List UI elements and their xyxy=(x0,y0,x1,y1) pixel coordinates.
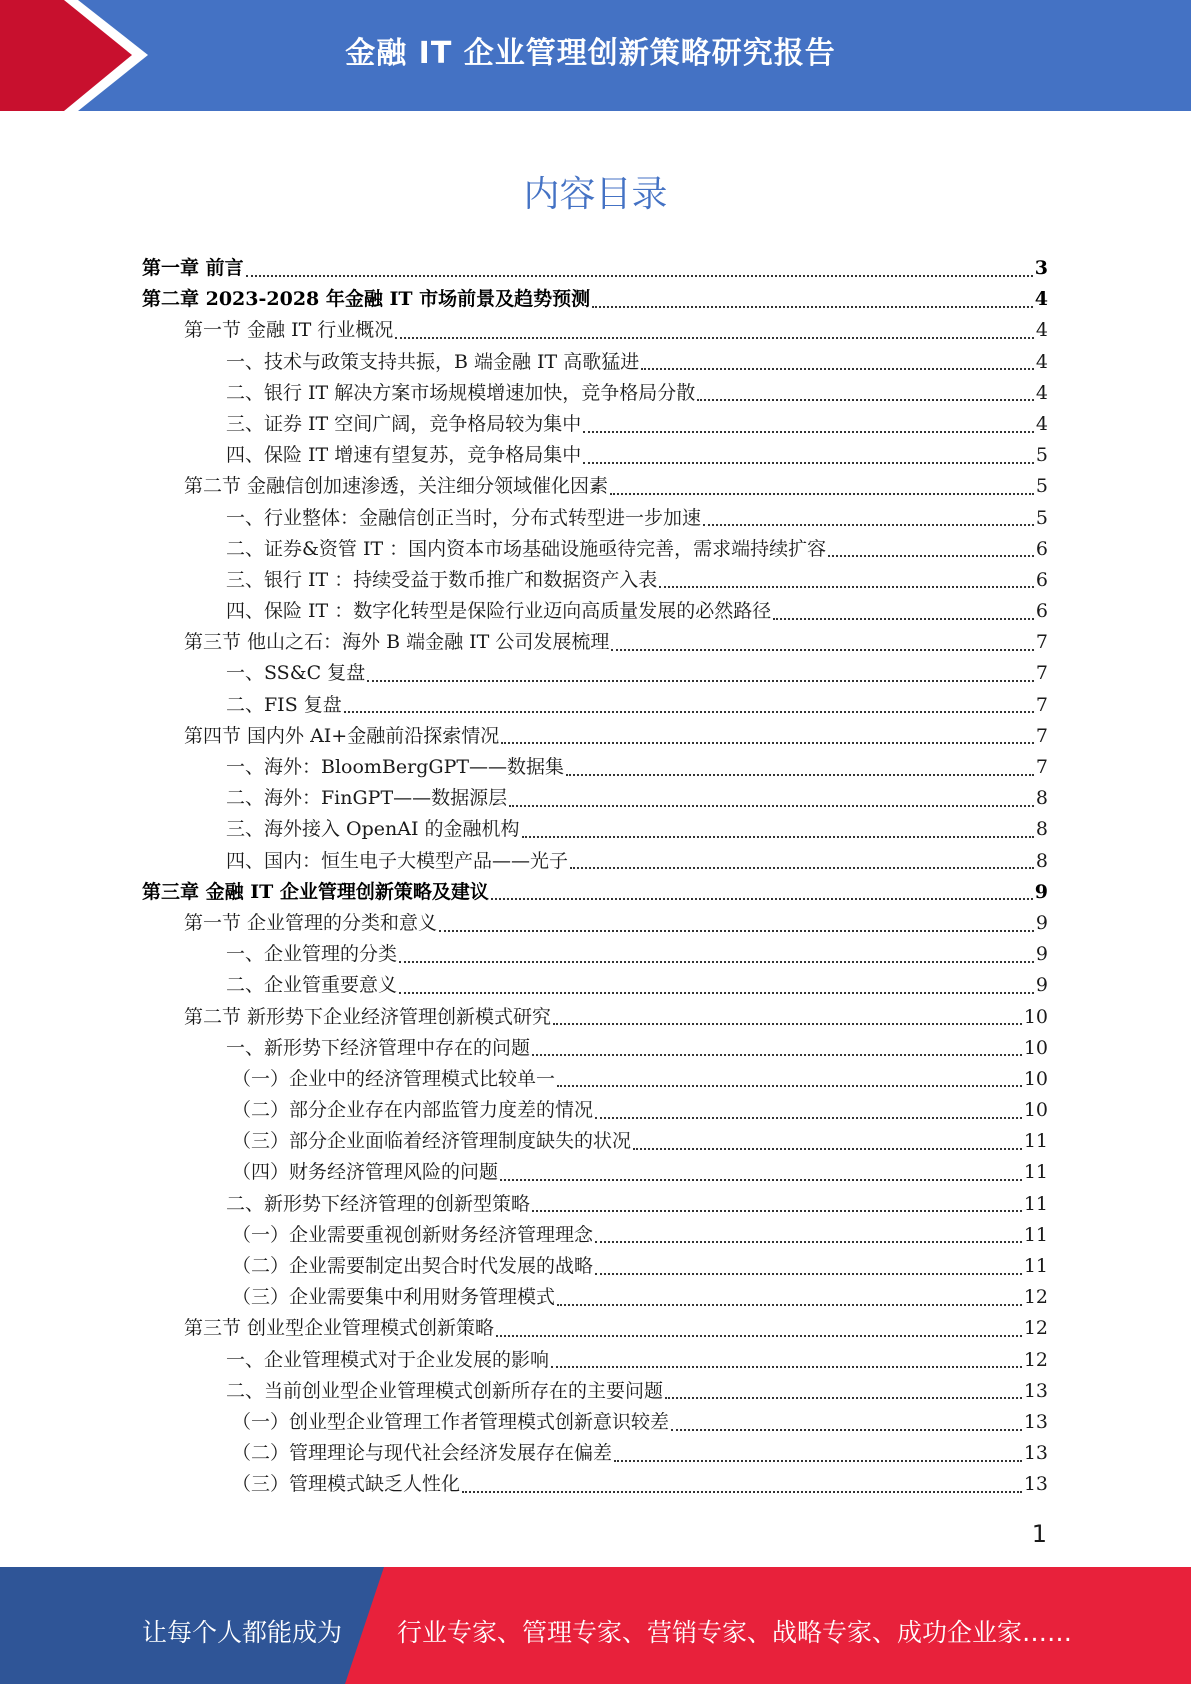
toc-dot-leader xyxy=(509,805,1034,807)
toc-entry-page: 11 xyxy=(1023,1161,1048,1184)
toc-entry[interactable] xyxy=(142,908,1048,939)
footer-slogan-right: 行业专家、管理专家、营销专家、战略专家、成功企业家…… xyxy=(397,1618,1073,1647)
toc-entry-page: 6 xyxy=(1035,568,1048,591)
toc-entry-page: 10 xyxy=(1023,1099,1048,1122)
toc-entry[interactable] xyxy=(142,939,1048,970)
toc-entry[interactable] xyxy=(142,253,1048,284)
toc-entry[interactable] xyxy=(142,503,1048,534)
table-of-contents xyxy=(142,253,1048,1501)
toc-entry-title: （二）企业需要制定出契合时代发展的战略 xyxy=(232,1255,594,1277)
toc-entry-page: 9 xyxy=(1034,880,1048,903)
toc-entry[interactable] xyxy=(142,440,1048,471)
toc-entry-title: 二、海外：FinGPT——数据源层 xyxy=(226,787,508,810)
toc-entry[interactable] xyxy=(142,783,1048,814)
toc-entry-page: 13 xyxy=(1023,1379,1048,1402)
toc-dot-leader xyxy=(610,493,1034,495)
toc-entry-title: 一、企业管理模式对于企业发展的影响 xyxy=(226,1348,550,1371)
toc-entry-title: 第一节 企业管理的分类和意义 xyxy=(184,911,438,934)
toc-dot-leader xyxy=(496,1335,1022,1337)
toc-entry-title: 二、新形势下经济管理的创新型策略 xyxy=(226,1192,531,1215)
footer-banner xyxy=(0,1567,1191,1684)
toc-entry-title: 三、证券 IT 空间广阔，竞争格局较为集中 xyxy=(226,412,582,435)
toc-entry-page: 10 xyxy=(1023,1036,1048,1059)
toc-entry-title: 二、FIS 复盘 xyxy=(226,693,342,716)
toc-entry-title: （三）部分企业面临着经济管理制度缺失的状况 xyxy=(232,1130,632,1153)
toc-entry-title: 四、保险 IT 增速有望复苏，竞争格局集中 xyxy=(226,444,582,467)
toc-entry-title: 四、国内：恒生电子大模型产品——光子 xyxy=(226,849,569,872)
header-bar xyxy=(0,0,1191,111)
toc-entry-page: 8 xyxy=(1035,849,1048,872)
toc-dot-leader xyxy=(665,1397,1022,1399)
toc-dot-leader xyxy=(671,1429,1022,1431)
toc-entry-page: 9 xyxy=(1035,911,1048,934)
toc-entry[interactable] xyxy=(142,1033,1048,1064)
toc-dot-leader xyxy=(399,961,1034,963)
toc-entry-title: 二、当前创业型企业管理模式创新所存在的主要问题 xyxy=(226,1379,664,1402)
toc-entry-title: （三）管理模式缺乏人性化 xyxy=(232,1473,461,1496)
toc-entry[interactable] xyxy=(142,814,1048,845)
toc-entry-page: 10 xyxy=(1023,1005,1048,1028)
toc-entry[interactable] xyxy=(142,1064,1048,1095)
toc-entry-page: 7 xyxy=(1035,662,1048,685)
toc-heading: 内容目录 xyxy=(523,174,668,215)
toc-dot-leader xyxy=(522,836,1034,838)
toc-entry[interactable] xyxy=(142,658,1048,689)
toc-entry-title: 第三节 创业型企业管理模式创新策略 xyxy=(184,1317,495,1340)
toc-entry-page: 11 xyxy=(1023,1255,1048,1277)
toc-dot-leader xyxy=(659,586,1034,588)
toc-dot-leader xyxy=(614,1460,1022,1462)
toc-entry[interactable] xyxy=(142,1469,1048,1500)
toc-entry[interactable] xyxy=(142,1282,1048,1313)
toc-entry-page: 3 xyxy=(1034,257,1048,279)
toc-entry-page: 7 xyxy=(1035,724,1048,747)
toc-entry-page: 12 xyxy=(1023,1286,1048,1309)
toc-entry-title: 第二节 金融信创加速渗透，关注细分领域催化因素 xyxy=(184,475,609,498)
toc-entry[interactable] xyxy=(142,1157,1048,1188)
toc-entry[interactable] xyxy=(142,627,1048,658)
toc-dot-leader xyxy=(570,867,1034,869)
toc-entry[interactable] xyxy=(142,877,1048,908)
toc-entry-title: 第三章 金融 IT 企业管理创新策略及建议 xyxy=(142,880,489,903)
page-number: 1 xyxy=(1031,1520,1047,1548)
toc-entry-title: （二）管理理论与现代社会经济发展存在偏差 xyxy=(232,1442,613,1465)
toc-entry-title: （一）企业需要重视创新财务经济管理理念 xyxy=(232,1223,594,1246)
toc-entry[interactable] xyxy=(142,378,1048,409)
toc-entry-title: 第二章 2023-2028 年金融 IT 市场前景及趋势预测 xyxy=(142,288,591,311)
toc-entry[interactable] xyxy=(142,1313,1048,1344)
toc-entry[interactable] xyxy=(142,970,1048,1001)
toc-entry-title: 一、行业整体：金融信创正当时，分布式转型进一步加速 xyxy=(226,506,702,529)
toc-dot-leader xyxy=(633,1148,1022,1150)
toc-entry-page: 10 xyxy=(1023,1067,1048,1090)
toc-entry-page: 11 xyxy=(1023,1223,1048,1246)
toc-entry-title: 四、保险 IT ：数字化转型是保险行业迈向高质量发展的必然路径 xyxy=(226,600,772,623)
toc-entry-page: 4 xyxy=(1035,412,1048,435)
toc-entry[interactable] xyxy=(142,471,1048,502)
toc-entry-page: 12 xyxy=(1023,1348,1048,1371)
toc-entry[interactable] xyxy=(142,1376,1048,1407)
toc-entry[interactable] xyxy=(142,721,1048,752)
toc-dot-leader xyxy=(532,1054,1022,1056)
toc-dot-leader xyxy=(557,1304,1022,1306)
toc-entry[interactable] xyxy=(142,1002,1048,1033)
toc-dot-leader xyxy=(592,306,1033,308)
toc-dot-leader xyxy=(828,555,1034,557)
toc-entry-page: 9 xyxy=(1035,974,1048,997)
toc-entry-title: 一、新形势下经济管理中存在的问题 xyxy=(226,1036,531,1059)
toc-entry-title: 第一章 前言 xyxy=(142,257,244,279)
toc-dot-leader xyxy=(641,368,1034,370)
toc-dot-leader xyxy=(501,742,1034,744)
toc-entry-title: （四）财务经济管理风险的问题 xyxy=(232,1161,499,1184)
toc-dot-leader xyxy=(595,1273,1022,1275)
toc-entry-page: 4 xyxy=(1035,350,1048,373)
toc-dot-leader xyxy=(595,1241,1022,1243)
toc-entry[interactable] xyxy=(142,1345,1048,1376)
toc-entry-page: 8 xyxy=(1035,787,1048,810)
toc-entry[interactable] xyxy=(142,534,1048,565)
toc-entry-page: 7 xyxy=(1035,756,1048,778)
toc-entry-title: （一）创业型企业管理工作者管理模式创新意识较差 xyxy=(232,1410,670,1433)
toc-entry-title: （二）部分企业存在内部监管力度差的情况 xyxy=(232,1099,594,1122)
toc-entry-title: 第四节 国内外 AI+金融前沿探索情况 xyxy=(184,724,500,747)
toc-dot-leader xyxy=(367,680,1034,682)
toc-entry-title: 一、技术与政策支持共振，B 端金融 IT 高歌猛进 xyxy=(226,350,640,373)
toc-dot-leader xyxy=(439,930,1034,932)
toc-dot-leader xyxy=(532,1210,1022,1212)
toc-entry-title: 三、银行 IT ：持续受益于数币推广和数据资产入表 xyxy=(226,568,658,591)
toc-entry[interactable] xyxy=(142,1407,1048,1438)
toc-entry-page: 13 xyxy=(1023,1473,1048,1496)
toc-entry[interactable] xyxy=(142,846,1048,877)
toc-dot-leader xyxy=(583,462,1034,464)
toc-dot-leader xyxy=(595,1117,1022,1119)
toc-entry-page: 7 xyxy=(1035,693,1048,716)
toc-entry-title: 二、证券&资管 IT ：国内资本市场基础设施亟待完善，需求端持续扩容 xyxy=(226,537,827,560)
toc-dot-leader xyxy=(462,1491,1022,1493)
toc-dot-leader xyxy=(583,431,1034,433)
toc-entry-page: 4 xyxy=(1035,381,1048,404)
toc-entry[interactable] xyxy=(142,1095,1048,1126)
toc-entry-page: 12 xyxy=(1023,1317,1048,1340)
toc-entry[interactable] xyxy=(142,1220,1048,1251)
toc-entry[interactable] xyxy=(142,596,1048,627)
toc-entry[interactable] xyxy=(142,347,1048,378)
toc-entry-page: 8 xyxy=(1035,818,1048,841)
toc-entry-page: 11 xyxy=(1023,1192,1048,1215)
toc-dot-leader xyxy=(500,1179,1022,1181)
toc-dot-leader xyxy=(491,898,1033,900)
toc-entry-title: 第一节 金融 IT 行业概况 xyxy=(184,319,394,342)
toc-entry-page: 13 xyxy=(1023,1442,1048,1465)
toc-entry-title: 第二节 新形势下企业经济管理创新模式研究 xyxy=(184,1005,552,1028)
toc-entry[interactable] xyxy=(142,1251,1048,1282)
toc-dot-leader xyxy=(566,774,1034,776)
toc-entry-title: （一）企业中的经济管理模式比较单一 xyxy=(232,1067,556,1090)
toc-dot-leader xyxy=(246,275,1033,277)
toc-entry-page: 5 xyxy=(1035,506,1048,529)
toc-dot-leader xyxy=(773,618,1034,620)
toc-entry[interactable] xyxy=(142,1189,1048,1220)
toc-entry[interactable] xyxy=(142,315,1048,346)
toc-entry-page: 5 xyxy=(1035,475,1048,498)
toc-entry-title: 二、银行 IT 解决方案市场规模增速加快，竞争格局分散 xyxy=(226,381,696,404)
report-title: 金融 IT 企业管理创新策略研究报告 xyxy=(345,36,836,71)
toc-entry-page: 6 xyxy=(1035,600,1048,623)
toc-entry[interactable] xyxy=(142,284,1048,315)
toc-entry-page: 4 xyxy=(1035,319,1048,342)
toc-entry-page: 4 xyxy=(1034,288,1048,311)
toc-entry[interactable] xyxy=(142,752,1048,783)
toc-entry-title: 一、企业管理的分类 xyxy=(226,943,398,966)
toc-dot-leader xyxy=(399,992,1034,994)
toc-entry-page: 5 xyxy=(1035,444,1048,467)
toc-entry-title: 第三节 他山之石：海外 B 端金融 IT 公司发展梳理 xyxy=(184,631,610,654)
toc-dot-leader xyxy=(697,399,1034,401)
toc-entry[interactable] xyxy=(142,1126,1048,1157)
toc-entry-title: 二、企业管重要意义 xyxy=(226,974,398,997)
toc-entry[interactable] xyxy=(142,565,1048,596)
toc-entry-page: 7 xyxy=(1035,631,1048,654)
toc-entry-page: 6 xyxy=(1035,537,1048,560)
toc-dot-leader xyxy=(551,1366,1022,1368)
footer-slogan-left: 让每个人都能成为 xyxy=(142,1618,343,1647)
toc-entry[interactable] xyxy=(142,409,1048,440)
toc-dot-leader xyxy=(395,337,1034,339)
toc-entry-page: 13 xyxy=(1023,1410,1048,1433)
toc-entry-title: 一、SS&C 复盘 xyxy=(226,662,366,685)
toc-entry-title: 三、海外接入 OpenAI 的金融机构 xyxy=(226,818,520,841)
toc-dot-leader xyxy=(344,711,1034,713)
toc-entry[interactable] xyxy=(142,690,1048,721)
toc-dot-leader xyxy=(703,524,1034,526)
toc-entry-page: 9 xyxy=(1035,943,1048,966)
toc-dot-leader xyxy=(611,649,1034,651)
toc-entry-page: 11 xyxy=(1023,1130,1048,1153)
toc-dot-leader xyxy=(557,1085,1022,1087)
toc-entry-title: 一、海外：BloomBergGPT——数据集 xyxy=(226,756,565,778)
toc-dot-leader xyxy=(553,1023,1022,1025)
toc-entry-title: （三）企业需要集中利用财务管理模式 xyxy=(232,1286,556,1309)
toc-entry[interactable] xyxy=(142,1438,1048,1469)
